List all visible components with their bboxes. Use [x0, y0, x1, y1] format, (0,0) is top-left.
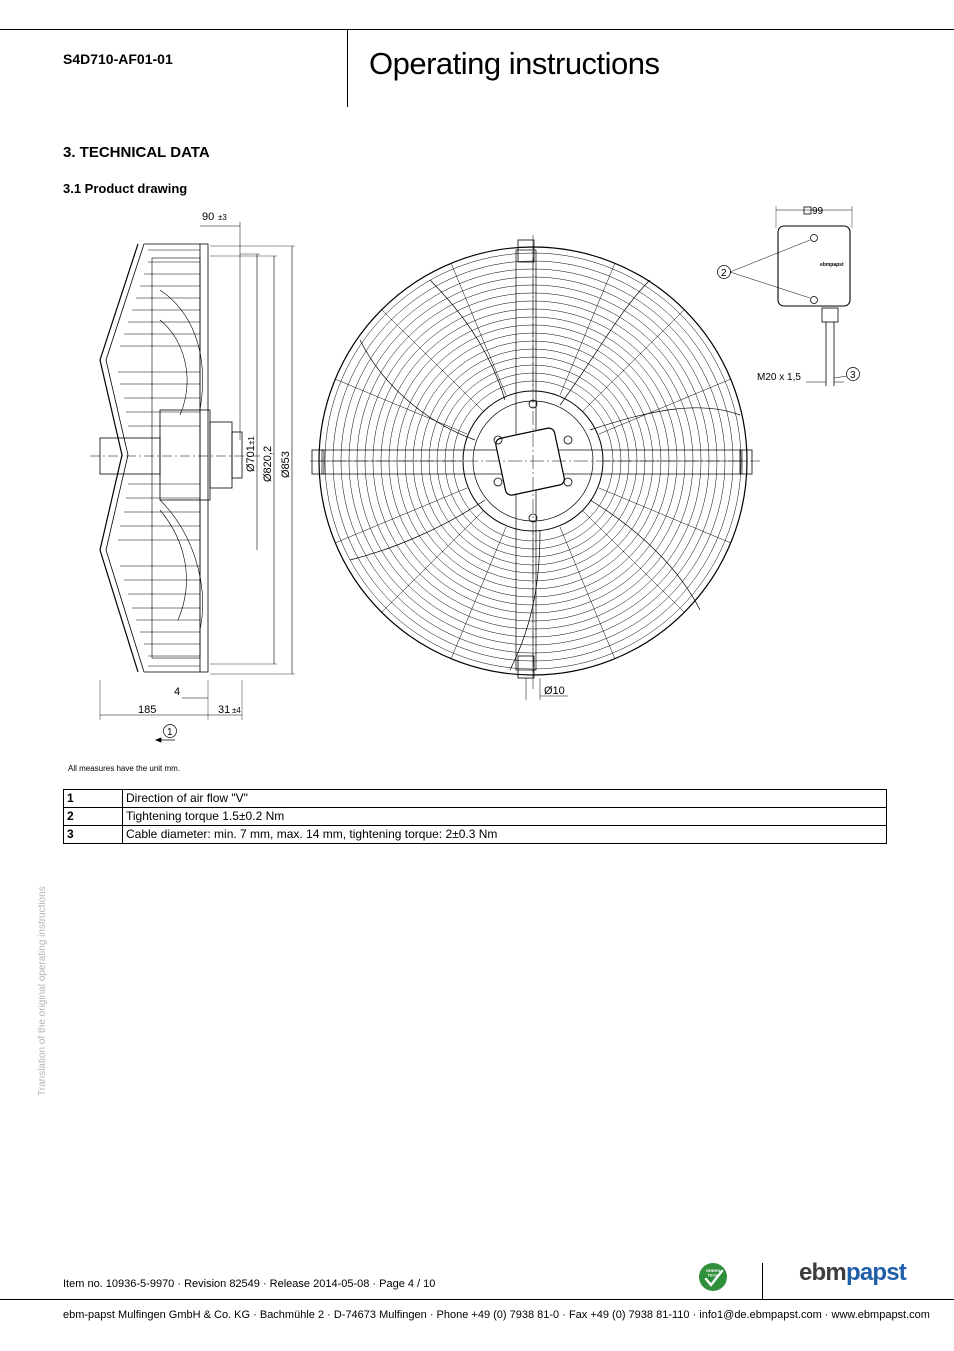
model-number: S4D710-AF01-01	[63, 51, 173, 67]
subsection-title: 3.1 Product drawing	[63, 181, 188, 196]
legend-table	[63, 789, 887, 844]
dim-4: 4	[174, 686, 181, 698]
green-tech-badge-icon	[698, 1262, 728, 1292]
table-row	[64, 790, 887, 808]
header-divider	[347, 29, 348, 107]
terminal-box-logo: ebmpapst	[820, 262, 844, 268]
document-title: Operating instructions	[369, 46, 660, 81]
callout-1: 1	[167, 727, 173, 738]
dim-10: Ø10	[544, 685, 565, 697]
legend-text: Cable diameter: min. 7 mm, max. 14 mm, tightening torque: 2±0.3 Nm	[123, 826, 887, 844]
table-row	[64, 826, 887, 844]
legend-number: 2	[64, 808, 123, 826]
unit-note: All measures have the unit mm.	[68, 764, 181, 773]
callout-2: 2	[721, 268, 727, 279]
brand-logo	[799, 1259, 906, 1287]
dim-853: Ø853	[280, 451, 292, 478]
tol-90: ±3	[218, 213, 227, 222]
product-drawing	[60, 200, 880, 760]
badge-text-tech: TECH	[707, 1272, 719, 1278]
footer-divider	[762, 1263, 763, 1299]
footer-item-line: Item no. 10936-5-9970 · Revision 82549 · Release 2014-05-08 · Page 4 / 10	[63, 1278, 436, 1290]
brand-papst: papst	[845, 1259, 906, 1286]
tol-701: ±1	[247, 436, 256, 445]
badge-text-green: GREEN	[705, 1268, 721, 1273]
brand-ebm: ebm	[799, 1259, 846, 1286]
footer-company-line: ebm-papst Mulfingen GmbH & Co. KG · Bachmühle 2 · D-74673 Mulfingen · Phone +49 (0) 7938 81-0 · Fax +49 (0) 7938 81-110 · info1@de.ebmpapst.com · www.ebmpapst.com	[63, 1309, 930, 1321]
front-view	[310, 235, 760, 700]
side-note: Translation of the original operating instructions	[37, 886, 48, 1096]
table-row	[64, 808, 887, 826]
dim-31: 31	[218, 704, 231, 716]
terminal-box-view	[718, 206, 860, 386]
dim-701: Ø701	[245, 445, 257, 472]
dim-185: 185	[138, 704, 157, 716]
legend-text: Tightening torque 1.5±0.2 Nm	[123, 808, 887, 826]
dim-99: 99	[812, 206, 824, 217]
tol-31: ±4	[232, 706, 241, 715]
dim-90: 90	[202, 211, 215, 223]
section-title: 3. TECHNICAL DATA	[63, 144, 210, 161]
footer-rule	[0, 1299, 954, 1300]
header-top-rule	[0, 29, 954, 30]
callout-3: 3	[850, 370, 856, 381]
thread-label: M20 x 1,5	[757, 372, 801, 383]
legend-text: Direction of air flow "V"	[123, 790, 887, 808]
legend-number: 3	[64, 826, 123, 844]
side-view	[60, 222, 295, 742]
dim-820: Ø820,2	[262, 445, 274, 482]
legend-number: 1	[64, 790, 123, 808]
